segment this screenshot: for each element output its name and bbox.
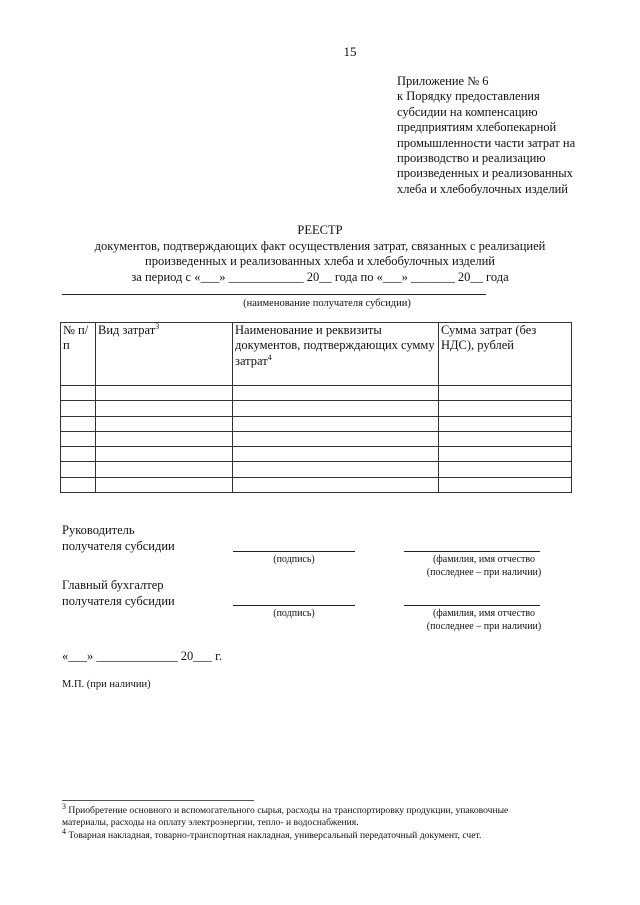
period-line: за период с «___» ____________ 20__ года по «___» _______ 20__ года bbox=[131, 269, 509, 284]
table-row bbox=[61, 477, 572, 492]
recipient-caption: (наименование получателя субсидии) bbox=[243, 298, 411, 309]
table-cell bbox=[233, 386, 439, 401]
table-cell bbox=[439, 401, 572, 416]
signature-line bbox=[233, 551, 355, 552]
table-row bbox=[61, 416, 572, 431]
table-cell bbox=[439, 447, 572, 462]
footnote-item-continued: материалы, расходы на оплату электроэнергии, тепло- и водоснабжения. bbox=[62, 817, 359, 829]
table-cell bbox=[439, 416, 572, 431]
table-cell bbox=[61, 431, 96, 446]
table-cell bbox=[96, 431, 233, 446]
name-caption: (фамилия, имя отчество (последнее – при наличии) bbox=[426, 608, 542, 632]
appendix-note bbox=[397, 74, 597, 197]
table-cell bbox=[233, 447, 439, 462]
name-line bbox=[404, 605, 540, 606]
title-line: произведенных и реализованных хлеба и хлебобулочных изделий bbox=[145, 254, 495, 268]
header-cell: Вид затрат$^3$ bbox=[96, 323, 233, 386]
table-row bbox=[61, 431, 572, 446]
table-cell bbox=[61, 447, 96, 462]
table-cell bbox=[439, 386, 572, 401]
table-header-row bbox=[61, 323, 572, 386]
appendix-line: произведенных и реализованных bbox=[397, 166, 573, 181]
appendix-line: субсидии на компенсацию bbox=[397, 104, 538, 119]
signature-line bbox=[233, 605, 355, 606]
table-cell bbox=[61, 401, 96, 416]
header-cell: Наименование и реквизиты документов, подтверждающих сумму затрат$^4$ bbox=[233, 323, 439, 386]
stamp-place: М.П. (при наличии) bbox=[62, 679, 151, 690]
table-cell bbox=[61, 416, 96, 431]
table-cell bbox=[96, 401, 233, 416]
table-cell bbox=[233, 477, 439, 492]
table-cell bbox=[233, 416, 439, 431]
table-cell bbox=[61, 477, 96, 492]
appendix-line: Приложение № 6 bbox=[397, 74, 489, 88]
table-cell bbox=[439, 431, 572, 446]
table-cell bbox=[233, 431, 439, 446]
signature-caption: (подпись) bbox=[273, 608, 315, 619]
table-cell bbox=[439, 477, 572, 492]
appendix-line: хлеба и хлебобулочных изделий bbox=[397, 181, 568, 196]
table-cell bbox=[96, 416, 233, 431]
page-number: 15 bbox=[343, 44, 357, 59]
table-cell bbox=[96, 477, 233, 492]
table-cell bbox=[96, 462, 233, 477]
title-line: документов, подтверждающих факт осуществления затрат, связанных с реализацией bbox=[94, 238, 546, 253]
document-title bbox=[0, 223, 640, 285]
signatory-role: Главный бухгалтер получателя субсидии bbox=[62, 578, 175, 608]
footnote-separator bbox=[62, 800, 254, 801]
table-cell bbox=[61, 462, 96, 477]
table-cell bbox=[96, 447, 233, 462]
footnotes bbox=[62, 801, 582, 842]
footnote-item: $^4$ Товарная накладная, товарно-транспортная накладная, универсальный передаточный документ, счет. bbox=[62, 826, 482, 841]
title-heading: РЕЕСТР bbox=[297, 223, 343, 237]
table-row bbox=[61, 386, 572, 401]
table-row bbox=[61, 462, 572, 477]
table-cell bbox=[61, 386, 96, 401]
appendix-line: производство и реализацию bbox=[397, 151, 546, 166]
appendix-line: к Порядку предоставления bbox=[397, 89, 540, 104]
footnote-ref: 3 bbox=[155, 321, 160, 331]
date-line: «___» _____________ 20___ г. bbox=[62, 649, 222, 663]
signatory-role: Руководитель получателя субсидии bbox=[62, 523, 175, 553]
header-cell: Сумма затрат (без НДС), рублей bbox=[439, 323, 572, 386]
table-cell bbox=[96, 386, 233, 401]
name-line bbox=[404, 551, 540, 552]
table-row bbox=[61, 447, 572, 462]
footnote-item: $^3$ Приобретение основного и вспомогательного сырья, расходы на транспортировку продукции, упаковочные bbox=[62, 801, 509, 816]
footnote-ref: 4 bbox=[267, 352, 272, 362]
recipient-name-line bbox=[62, 294, 486, 295]
table-cell bbox=[233, 462, 439, 477]
appendix-line: промышленности части затрат на bbox=[397, 135, 576, 150]
table-row bbox=[61, 401, 572, 416]
appendix-line: предприятиям хлебопекарной bbox=[397, 120, 557, 135]
signature-caption: (подпись) bbox=[273, 554, 315, 565]
table-cell bbox=[233, 401, 439, 416]
name-caption: (фамилия, имя отчество (последнее – при наличии) bbox=[426, 554, 542, 578]
table-cell bbox=[439, 462, 572, 477]
header-cell: № п/п bbox=[61, 323, 96, 386]
register-table bbox=[60, 322, 572, 493]
